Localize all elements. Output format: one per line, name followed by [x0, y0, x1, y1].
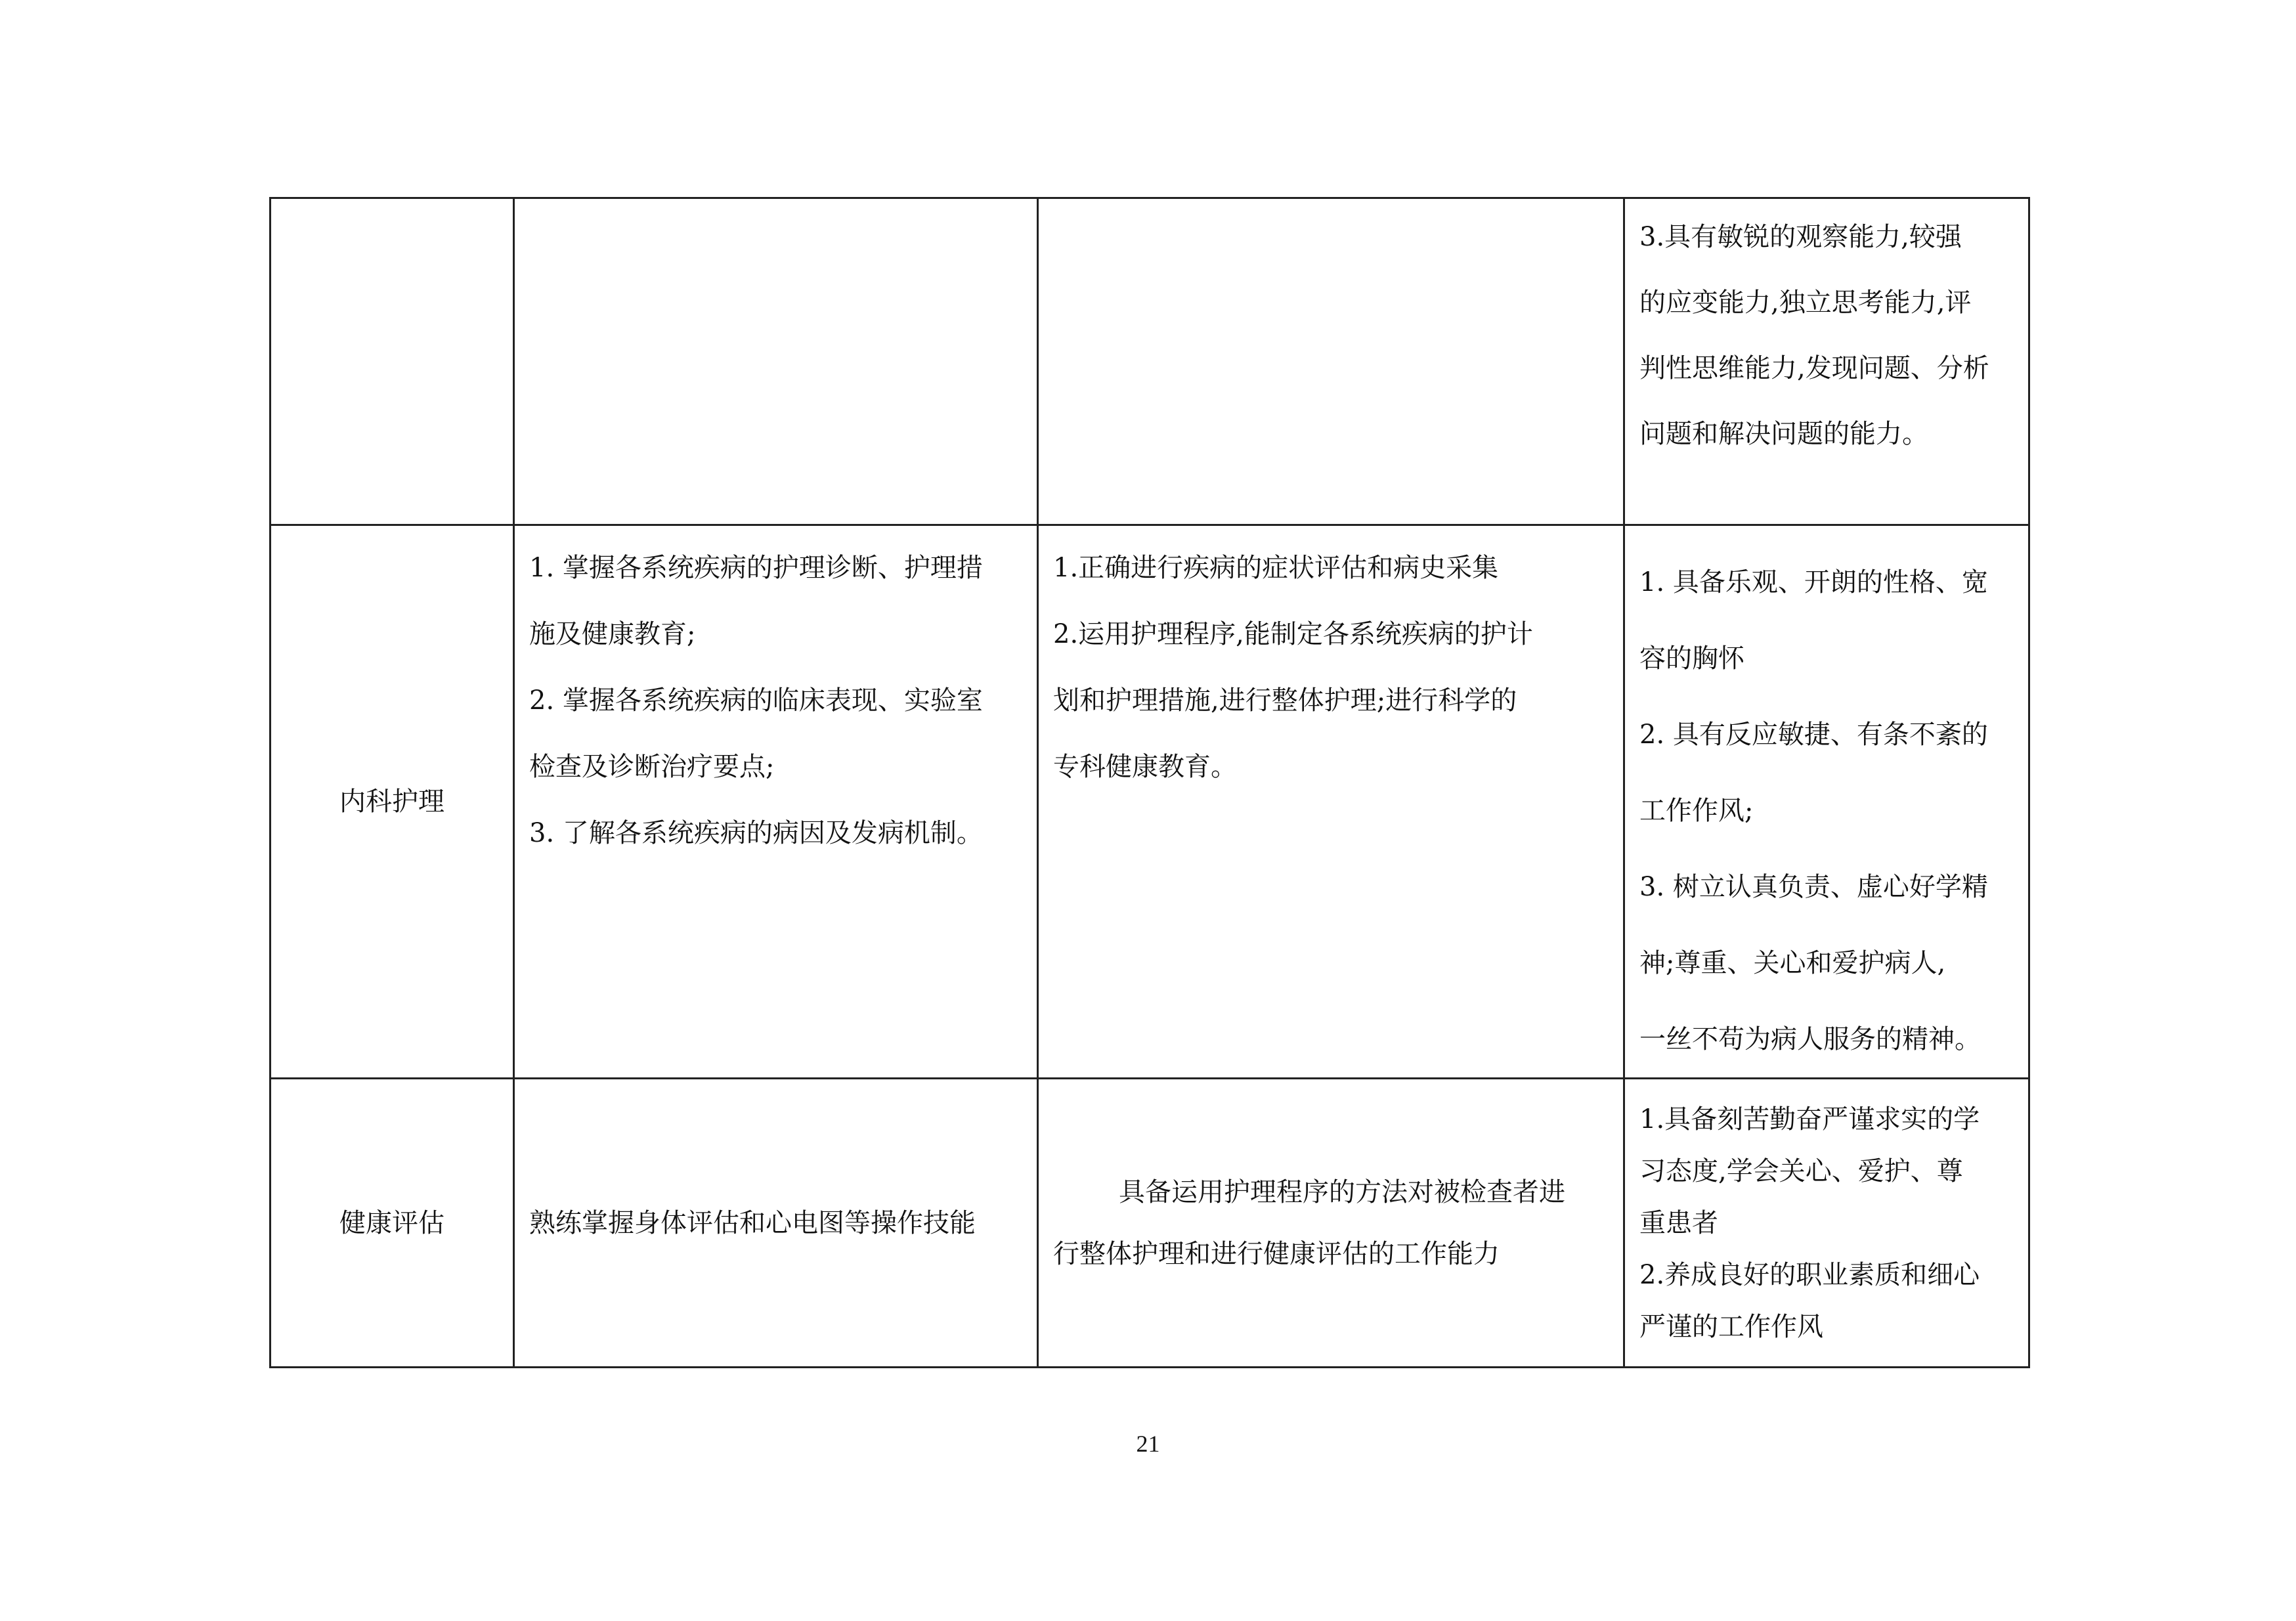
quality-cell	[1624, 198, 2029, 525]
table-row	[271, 525, 2029, 1079]
ability-cell	[1038, 525, 1624, 1079]
quality-line: 的应变能力,独立思考能力,评	[1639, 288, 1972, 318]
quality-line: 工作作风;	[1639, 796, 1754, 826]
curriculum-table	[269, 197, 2030, 1368]
ability-cell	[1038, 198, 1624, 525]
quality-line: 2.养成良好的职业素质和细心	[1639, 1260, 1980, 1290]
quality-line: 3.具有敏锐的观察能力,较强	[1639, 222, 1962, 252]
quality-line: 神;尊重、关心和爱护病人,	[1639, 948, 1946, 978]
quality-line: 2. 具有反应敏捷、有条不紊的	[1639, 720, 1988, 750]
quality-line: 1.具备刻苦勤奋严谨求实的学	[1639, 1104, 1980, 1135]
quality-line: 问题和解决问题的能力。	[1639, 419, 1928, 449]
ability-line: 行整体护理和进行健康评估的工作能力	[1053, 1238, 1500, 1269]
ability-line: 1.正确进行疾病的症状评估和病史采集	[1053, 553, 1499, 583]
quality-line: 3. 树立认真负责、虚心好学精	[1639, 872, 1988, 902]
knowledge-cell	[514, 198, 1038, 525]
knowledge-line: 熟练掌握身体评估和心电图等操作技能	[529, 1207, 976, 1238]
knowledge-line: 检查及诊断治疗要点;	[529, 752, 775, 782]
quality-line: 容的胸怀	[1639, 643, 1744, 674]
ability-line: 2.运用护理程序,能制定各系统疾病的护计	[1053, 619, 1533, 649]
knowledge-cell	[514, 1079, 1038, 1368]
course-name-cell	[271, 198, 514, 525]
ability-cell	[1038, 1079, 1624, 1368]
ability-line: 划和护理措施,进行整体护理;进行科学的	[1053, 685, 1517, 716]
knowledge-line: 3. 了解各系统疾病的病因及发病机制。	[529, 818, 983, 848]
quality-line: 1. 具备乐观、开朗的性格、宽	[1639, 567, 1988, 597]
knowledge-cell	[514, 525, 1038, 1079]
course-name: 内科护理	[339, 787, 444, 817]
ability-line: 专科健康教育。	[1053, 752, 1237, 782]
knowledge-line: 2. 掌握各系统疾病的临床表现、实验室	[529, 685, 983, 716]
quality-line: 重患者	[1639, 1208, 1718, 1238]
knowledge-line: 1. 掌握各系统疾病的护理诊断、护理措	[529, 553, 983, 583]
ability-line: 具备运用护理程序的方法对被检查者进	[1119, 1177, 1565, 1207]
quality-cell	[1624, 1079, 2029, 1368]
course-name: 健康评估	[339, 1207, 444, 1238]
knowledge-line: 施及健康教育;	[529, 619, 696, 649]
quality-line: 严谨的工作作风	[1639, 1312, 1823, 1342]
quality-line: 判性思维能力,发现问题、分析	[1639, 353, 1989, 383]
course-name-cell	[271, 525, 514, 1079]
quality-line: 习态度,学会关心、爱护、尊	[1639, 1156, 1963, 1186]
quality-cell	[1624, 525, 2029, 1079]
course-name-cell	[271, 1079, 514, 1368]
quality-line: 一丝不苟为病人服务的精神。	[1639, 1024, 1981, 1054]
table-row	[271, 1079, 2029, 1368]
table-row	[271, 198, 2029, 525]
page-number: 21	[1136, 1431, 1160, 1457]
